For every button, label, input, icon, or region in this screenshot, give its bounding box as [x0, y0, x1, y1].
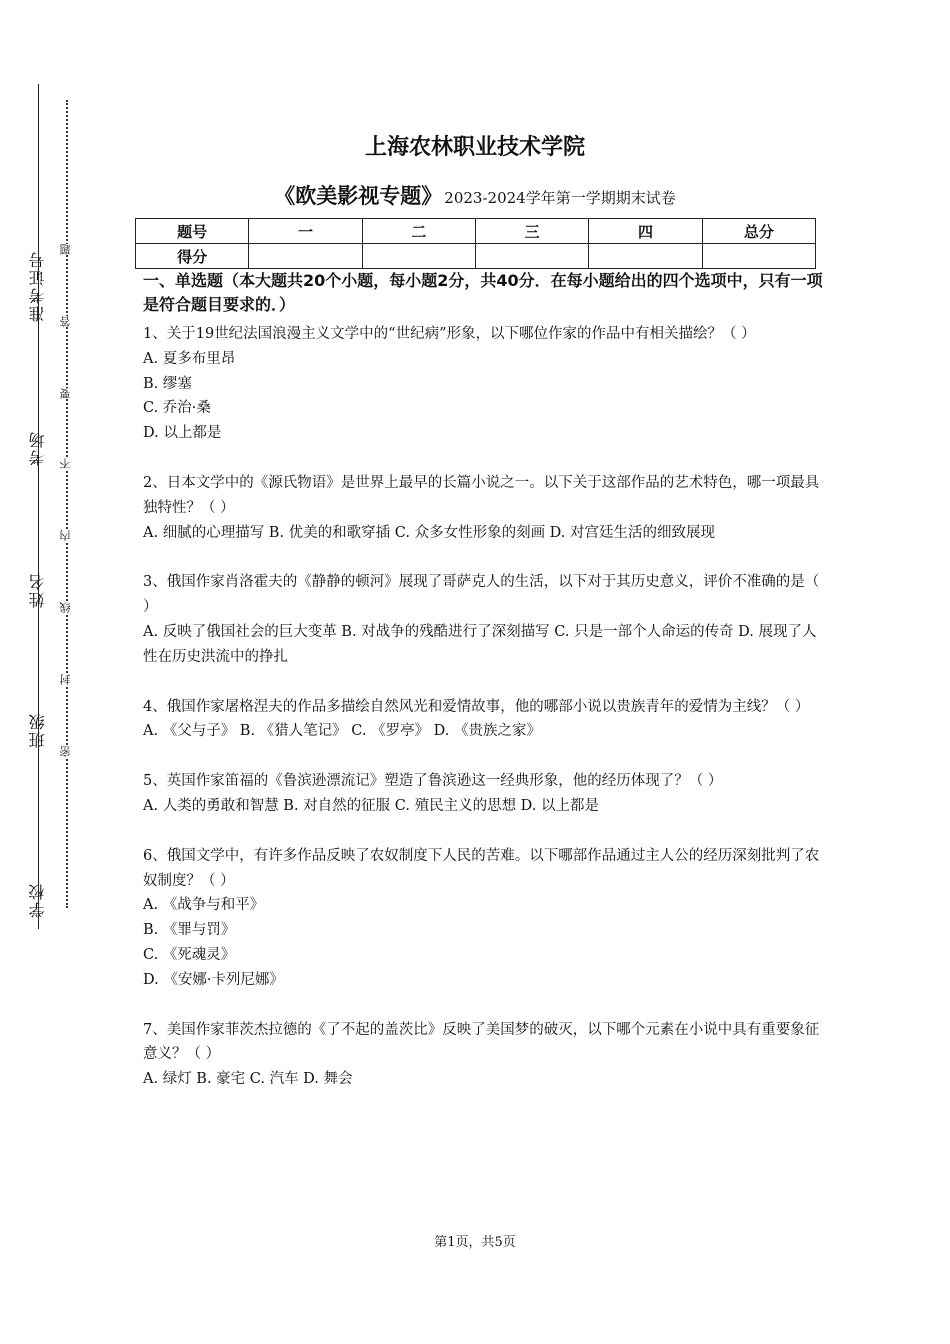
score-entry-cell [475, 244, 588, 269]
score-table-cell: 题号 [136, 219, 249, 244]
seal-word: 不 [59, 458, 72, 469]
question-stem: 5、英国作家笛福的《鲁滨逊漂流记》塑造了鲁滨逊这一经典形象，他的经历体现了？（ ） [143, 773, 723, 790]
exam-title [0, 180, 950, 210]
seal-word: 要 [59, 388, 72, 399]
question-option: C. 《死魂灵》 [143, 946, 236, 963]
question-option: A. 反映了俄国社会的巨大变革 B. 对战争的残酷进行了深刻描写 C. 只是一部个人命运的传奇 D. 展现了人性在历史洪流中的挣扎 [143, 623, 817, 665]
question [143, 844, 823, 993]
school-title: 上海农林职业技术学院 [364, 135, 585, 160]
score-table-cell: 二 [362, 219, 475, 244]
seal-word: 答 [59, 316, 72, 327]
seal-word: 题 [59, 244, 72, 255]
score-table [135, 218, 816, 269]
score-entry-cell [249, 244, 362, 269]
score-entry-cell [362, 244, 475, 269]
question-option: D. 《安娜·卡列尼娜》 [143, 971, 284, 988]
question-stem: 6、俄国文学中，有许多作品反映了农奴制度下人民的苦难。以下哪部作品通过主人公的经历深刻批判了农奴制度？（ ） [143, 847, 820, 889]
question [143, 1018, 823, 1092]
question-option: B. 《罪与罚》 [143, 922, 236, 939]
course-title: 《欧美影视专题》 [274, 184, 443, 208]
section-header: 一、单选题（本大题共20个小题，每小题2分，共40分．在每小题给出的四个选项中，只有一项是符合题目要求的．） [143, 271, 823, 314]
score-table-score-row [136, 244, 816, 269]
field-school: 学校 [28, 882, 47, 918]
question-option: A. 绿灯 B. 豪宅 C. 汽车 D. 舞会 [143, 1071, 353, 1088]
score-table-cell: 四 [589, 219, 702, 244]
question [143, 322, 823, 446]
score-table-cell: 得分 [136, 244, 249, 269]
term-label: 2023-2024学年第一学期期末试卷 [444, 189, 676, 207]
question-list [143, 269, 823, 1117]
question-stem: 7、美国作家菲茨杰拉德的《了不起的盖茨比》反映了美国梦的破灭，以下哪个元素在小说中具有重要象征意义？（ ） [143, 1021, 820, 1063]
score-entry-cell [702, 244, 815, 269]
seal-word: 密 [59, 746, 72, 757]
question-option: A. 夏多布里昂 [143, 350, 236, 367]
score-table-cell: 总分 [702, 219, 815, 244]
question [143, 471, 823, 545]
question-option: A. 人类的勇敢和智慧 B. 对自然的征服 C. 殖民主义的思想 D. 以上都是 [143, 797, 600, 814]
question-option: C. 乔治·桑 [143, 400, 211, 417]
score-entry-cell [589, 244, 702, 269]
seal-word: 线 [59, 602, 72, 613]
question-option: D. 以上都是 [143, 425, 222, 442]
seal-word: 内 [59, 530, 72, 541]
question-option: A. 细腻的心理描写 B. 优美的和歌穿插 C. 众多女性形象的刻画 D. 对宫廷生活的细致展现 [143, 524, 716, 541]
question-option: A. 《战争与和平》 [143, 897, 265, 914]
seal-word: 封 [59, 674, 72, 685]
question [143, 570, 823, 669]
field-class: 班级 [28, 712, 47, 748]
question-stem: 4、俄国作家屠格涅夫的作品多描绘自然风光和爱情故事，他的哪部小说以贵族青年的爱情为主线？（ ） [143, 698, 810, 715]
binding-dotted-line [66, 100, 68, 908]
question [143, 769, 823, 819]
question [143, 695, 823, 745]
field-exam-number: 准考证号 [28, 250, 47, 322]
score-table-cell: 一 [249, 219, 362, 244]
field-exam-room: 考场 [28, 430, 47, 466]
question-option: A. 《父与子》 B. 《猎人笔记》 C. 《罗亭》 D. 《贵族之家》 [143, 723, 542, 740]
field-name: 姓名 [28, 572, 47, 608]
question-stem: 1、关于19世纪法国浪漫主义文学中的“世纪病”形象，以下哪位作家的作品中有相关描绘？（ ） [143, 326, 756, 342]
score-table-header-row [136, 219, 816, 244]
score-table-cell: 三 [475, 219, 588, 244]
page-footer: 第1页，共5页 [434, 1235, 516, 1250]
question-stem: 2、日本文学中的《源氏物语》是世界上最早的长篇小说之一。以下关于这部作品的艺术特色，哪一项最具独特性？（ ） [143, 474, 820, 516]
question-option: B. 缪塞 [143, 375, 192, 392]
question-stem: 3、俄国作家肖洛霍夫的《静静的顿河》展现了哥萨克人的生活，以下对于其历史意义，评价不准确的是（ ） [143, 574, 820, 616]
binding-solid-line [38, 84, 39, 929]
